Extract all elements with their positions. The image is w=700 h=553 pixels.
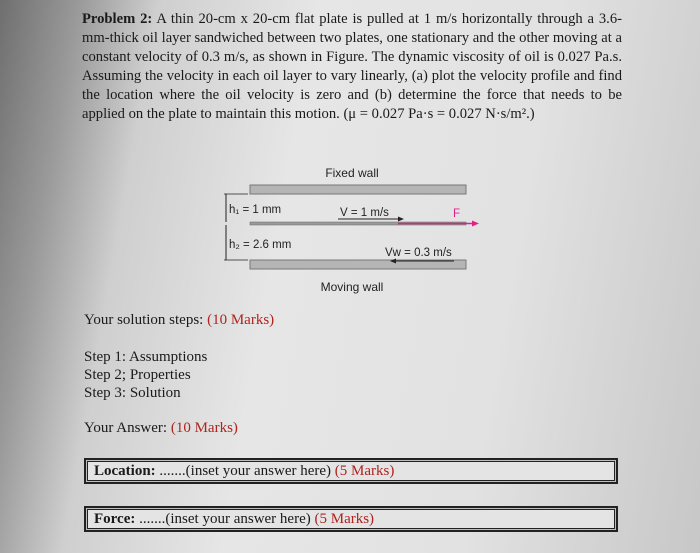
wall-velocity-label: Vw = 0.3 m/s	[385, 247, 452, 259]
answer-title-text: Your Answer:	[84, 420, 168, 436]
step-item: Step 3: Solution	[84, 385, 181, 401]
h2-label: h₂ = 2.6 mm	[229, 239, 292, 251]
h1-label: h₁ = 1 mm	[229, 204, 282, 216]
problem-heading: Problem 2:	[82, 11, 153, 27]
location-answer-box[interactable]	[84, 458, 618, 484]
force-label: F	[453, 208, 461, 220]
problem-text: A thin 20-cm x 20-cm flat plate is pulled at 1 m/s horizontally through a 3.6-mm-thick oil layer sandwiched between two plates, one stationary and the other moving at a constant velocity of 0.3 m/s, as shown in Figure. The dynamic viscosity of oil is 0.027 Pa.s. Assuming the velocity in each oil layer to vary linearly, (a) plot the velocity profile and find the location where the oil velocity is zero and (b) determine the force that needs to be applied on the plate to maintain this motion.	[82, 11, 622, 122]
fixed-wall-label: Fixed wall	[325, 166, 379, 180]
fixed-wall-plate	[250, 185, 466, 194]
location-label: Location:	[94, 463, 156, 479]
moving-wall-label: Moving wall	[320, 280, 384, 294]
solution-steps-list	[84, 348, 207, 402]
answer-title	[84, 420, 238, 437]
solution-steps-title	[84, 312, 274, 329]
velocity-arrowhead	[398, 217, 404, 222]
solution-marks: (10 Marks)	[207, 312, 275, 328]
solution-title-text: Your solution steps:	[84, 312, 204, 328]
step-item: Step 1: Assumptions	[84, 349, 208, 365]
force-answer-box[interactable]	[84, 506, 618, 532]
location-placeholder: .......(inset your answer here)	[159, 463, 332, 479]
force-placeholder: .......(inset your answer here)	[139, 511, 311, 527]
plate-figure	[220, 160, 480, 300]
viscosity-line: (μ = 0.027 Pa·s = 0.027 N·s/m².)	[343, 106, 535, 122]
problem-statement	[82, 10, 622, 124]
force-answer-label: Force:	[94, 511, 136, 527]
answer-marks: (10 Marks)	[170, 420, 238, 436]
step-item: Step 2; Properties	[84, 367, 191, 383]
location-marks: (5 Marks)	[334, 463, 395, 479]
force-arrowhead	[472, 221, 479, 227]
force-marks: (5 Marks)	[314, 511, 375, 527]
velocity-label: V = 1 m/s	[340, 207, 389, 219]
